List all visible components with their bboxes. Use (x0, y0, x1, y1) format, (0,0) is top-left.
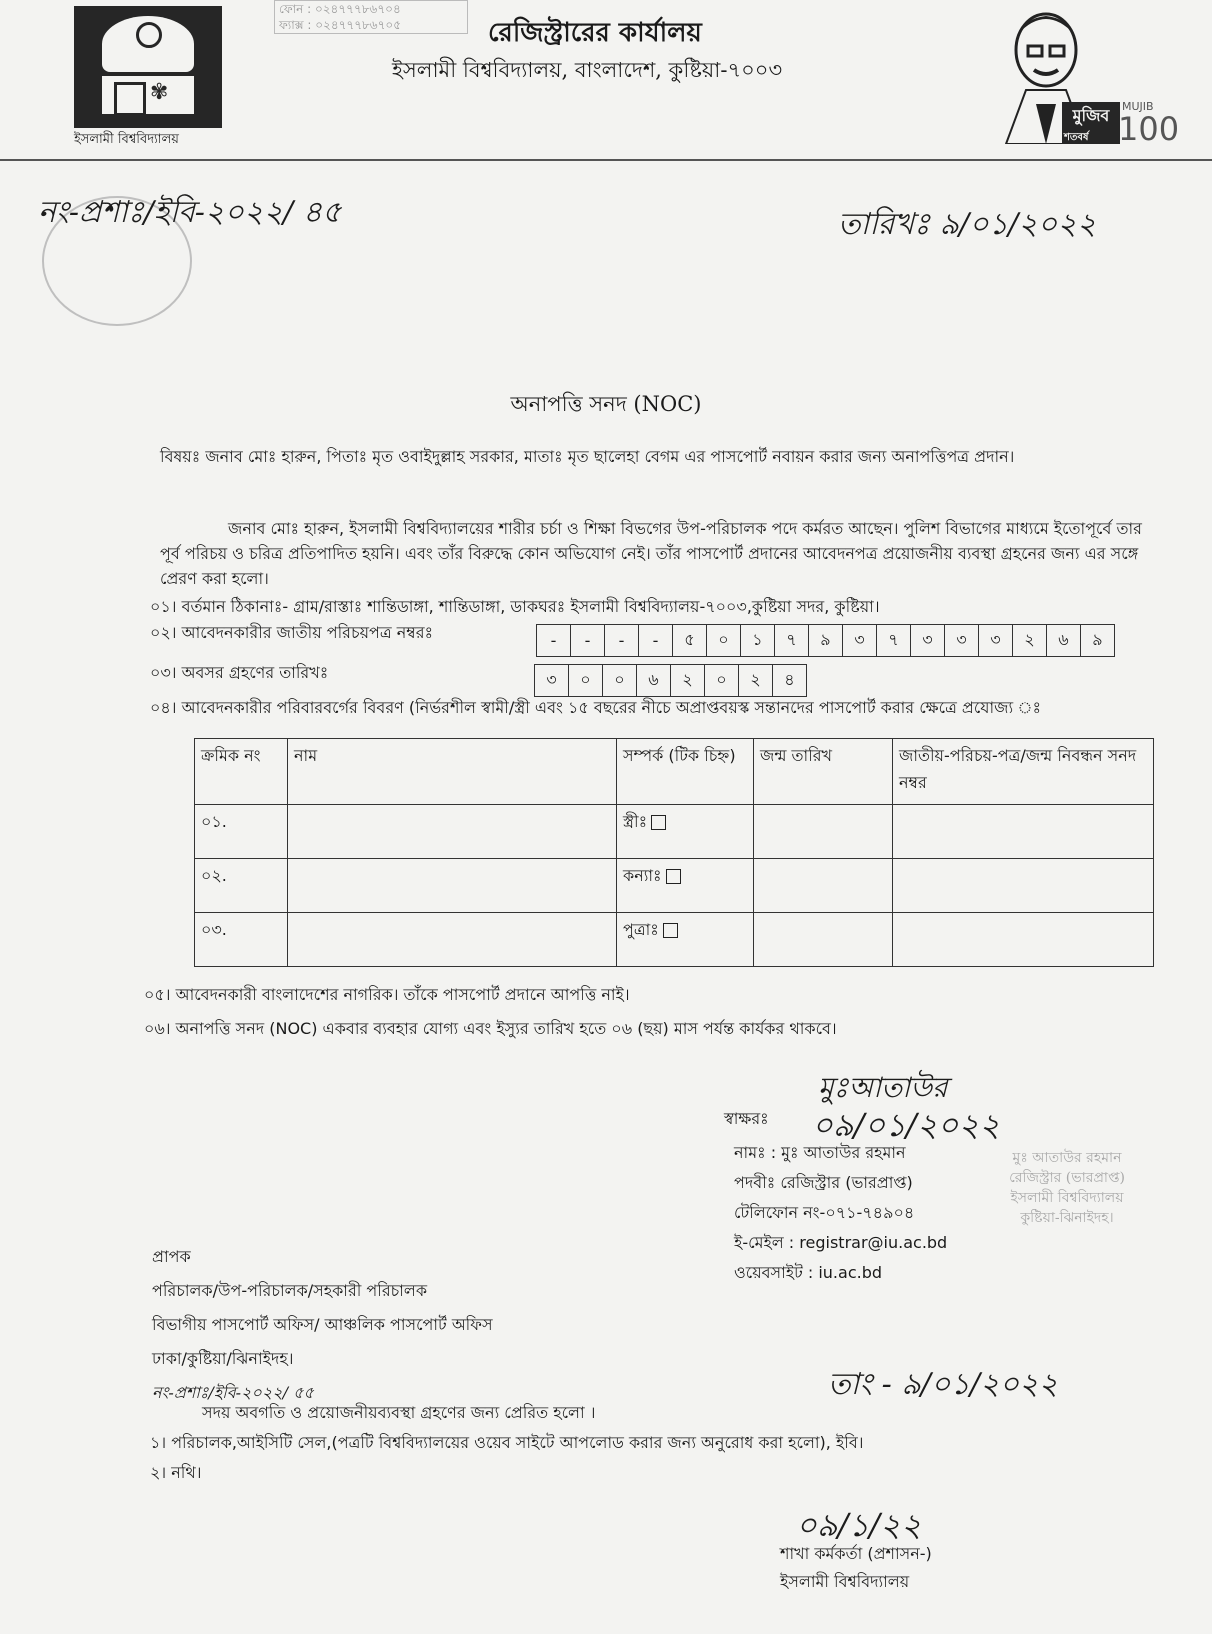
table-header (195, 739, 1154, 805)
col-relation: সম্পর্ক (টিক চিহ্ন) (617, 739, 754, 805)
subject-text: জনাব মোঃ হারুন, পিতাঃ মৃত ওবাইদুল্লাহ সরকার, মাতাঃ মৃত ছালেহা বেগম এর পাসপোর্ট নবায়ন করার জন্য অনাপত্তিপত্র প্রদান। (205, 447, 1015, 466)
row-relation (617, 805, 754, 859)
digit-box: ৪ (772, 664, 807, 697)
relation-label: পুত্রাঃ (623, 920, 659, 939)
col-dob: জন্ম তারিখ (754, 739, 893, 805)
recipient-line: বিভাগীয় পাসপোর্ট অফিস/ আঞ্চলিক পাসপোর্ট অফিস (152, 1315, 493, 1334)
row-relation (617, 859, 754, 913)
retire-date-boxes (535, 664, 807, 697)
digit-box: ১ (740, 624, 775, 657)
digit-box: ০ (568, 664, 603, 697)
table-row (195, 805, 1154, 859)
university-logo (74, 6, 222, 128)
phone-number: ফোন : ০২৪৭৭৭৮৬৭০৪ (279, 2, 401, 16)
digit-box: ৬ (636, 664, 671, 697)
office-title: রেজিস্ট্রারের কার্যালয় (488, 18, 702, 48)
page-title: অনাপত্তি সনদ (NOC) (510, 392, 702, 416)
row-serial: ০২. (195, 859, 288, 913)
row-id[interactable] (893, 805, 1154, 859)
row-serial: ০১. (195, 805, 288, 859)
mujib-badge-sub: শতবর্ষ (1064, 132, 1089, 143)
copy-intro: সদয় অবগতি ও প্রয়োজনীয়ব্যবস্থা গ্রহণের জন্য প্রেরিত হলো । (202, 1403, 596, 1422)
digit-box: - (570, 624, 605, 657)
header-divider (0, 159, 1212, 161)
row-dob[interactable] (754, 859, 893, 913)
item-validity: ০৬। অনাপত্তি সনদ (NOC) একবার ব্যবহার যোগ্য এবং ইস্যুর তারিখ হতে ০৬ (ছয়) মাস পর্যন্ত কার্যকর থাকবে। (144, 1019, 837, 1038)
mujib-badge-text: মুজিব (1072, 106, 1110, 125)
item-family: ০৪। আবেদনকারীর পরিবারবর্গের বিবরণ (নির্ভরশীল স্বামী/স্ত্রী এবং ১৫ বছরের নীচে অপ্রাপ্তবয়স্ক সন্তানদের পাসপোর্ট করার ক্ষেত্রে প্রযোজ্য ঃ (150, 698, 1042, 717)
item-address: ০১। বর্তমান ঠিকানাঃ- গ্রাম/রাস্তাঃ শান্তিডাঙ্গা, শান্তিডাঙ্গা, ডাকঘরঃ ইসলামী বিশ্ববিদ্যালয়-৭০০৩,কুষ্টিয়া সদর, কুষ্টিয়া। (150, 597, 880, 616)
signatory-phone: টেলিফোন নং-০৭১-৭৪৯০৪ (734, 1203, 915, 1222)
signatory-email-row (734, 1228, 947, 1258)
recipient-line: পরিচালক/উপ-পরিচালক/সহকারী পরিচালক (152, 1281, 428, 1300)
digit-box: - (638, 624, 673, 657)
mujib-badge (1062, 102, 1120, 144)
emblem-icon: ✾ (150, 80, 169, 105)
digit-box: - (604, 624, 639, 657)
subject (160, 444, 1160, 469)
mujib-word: MUJIB (1122, 100, 1154, 113)
row-name[interactable] (288, 859, 617, 913)
row-serial: ০৩. (195, 913, 288, 967)
signature-date: ০৯/০১/২০২২ (812, 1106, 1000, 1144)
office-address: ইসলামী বিশ্ববিদ্যালয়, বাংলাদেশ, কুষ্টিয়া-৭০০৩ (392, 58, 783, 82)
subject-label: বিষয়ঃ (160, 447, 201, 466)
digit-box: ৩ (978, 624, 1013, 657)
row-id[interactable] (893, 859, 1154, 913)
recipient-line: ঢাকা/কুষ্টিয়া/ঝিনাইদহ। (152, 1349, 294, 1368)
digit-box: ৩ (944, 624, 979, 657)
digit-box: ২ (670, 664, 705, 697)
digit-box: - (536, 624, 571, 657)
signatory-name: নামঃ : মুঃ আতাউর রহমান (734, 1143, 906, 1162)
signatory-block (734, 1138, 947, 1288)
officer-block (780, 1540, 932, 1596)
checkbox[interactable] (666, 869, 681, 884)
col-name: নাম (288, 739, 617, 805)
signatory-designation: পদবীঃ রেজিস্ট্রার (ভারপ্রাপ্ত) (734, 1173, 913, 1192)
memo-date: তারিখঃ ৯/০১/২০২২ (838, 207, 1097, 242)
digit-box: ৩ (842, 624, 877, 657)
recipient-heading: প্রাপক (152, 1247, 191, 1266)
item-citizenship: ০৫। আবেদনকারী বাংলাদেশের নাগরিক। তাঁকে পাসপোর্ট প্রদানে আপত্তি নাই। (144, 985, 630, 1004)
digit-box: ০ (602, 664, 637, 697)
digit-box: ৩ (910, 624, 945, 657)
signature-scrawl: মুঃআতাউর (818, 1071, 948, 1104)
checkbox[interactable] (663, 923, 678, 938)
relation-label: স্ত্রীঃ (623, 812, 648, 831)
digit-box: ৩ (534, 664, 569, 697)
family-table (194, 738, 1154, 967)
checkbox[interactable] (651, 815, 666, 830)
row-name[interactable] (288, 913, 617, 967)
stamp-line: কুষ্টিয়া-ঝিনাইদহ। (1020, 1210, 1114, 1226)
officer-institution: ইসলামী বিশ্ববিদ্যালয় (780, 1572, 910, 1591)
copy-section (150, 1398, 863, 1488)
item-retire-label: ০৩। অবসর গ্রহণের তারিখঃ (150, 663, 329, 682)
col-id: জাতীয়-পরিচয়-পত্র/জন্ম নিবন্ধন সনদ নম্বর (893, 739, 1154, 805)
logo-caption: ইসলামী বিশ্ববিদ্যালয় (74, 132, 179, 147)
email-label: ই-মেইল : (734, 1233, 795, 1252)
stamp-line: রেজিস্ট্রার (ভারপ্রাপ্ত) (1009, 1170, 1125, 1186)
digit-box: ৭ (876, 624, 911, 657)
digit-box: ২ (738, 664, 773, 697)
officer-signature-date: ০৯/১/২২ (796, 1506, 922, 1544)
digit-box: ৭ (774, 624, 809, 657)
digit-box: ৫ (672, 624, 707, 657)
body-paragraph: জনাব মোঃ হারুন, ইসলামী বিশ্ববিদ্যালয়ের শারীর চর্চা ও শিক্ষা বিভগের উপ-পরিচালক পদে কর্মরত আছেন। পুলিশ বিভাগের মাধ্যমে ইতোপূর্বে তার পূর্ব পরিচয় ও চরিত্র প্রতিপাদিত হয়নি। এবং তাঁর বিরুদ্ধে কোন অভিযোগ নেই। তাঁর পাসপোর্ট প্রদানের আবেদনপত্র প্রয়োজনীয় ব্যবস্থা গ্রহনের জন্য এর সঙ্গে প্রেরণ করা হলো। (160, 519, 1142, 588)
item-nid-label: ০২। আবেদনকারীর জাতীয় পরিচয়পত্র নম্বরঃ (150, 623, 434, 642)
signatory-website: ওয়েবসাইট : iu.ac.bd (734, 1263, 883, 1282)
stamp-line: মুঃ আতাউর রহমান (1012, 1150, 1122, 1166)
digit-box: ০ (704, 664, 739, 697)
digit-box: ৯ (808, 624, 843, 657)
col-serial: ক্রমিক নং (195, 739, 288, 805)
row-dob[interactable] (754, 913, 893, 967)
row-id[interactable] (893, 913, 1154, 967)
copy-item: ১। পরিচালক,আইসিটি সেল,(পত্রটি বিশ্ববিদ্যালয়ের ওয়েব সাইটে আপলোড করার জন্য অনুরোধ করা হলো), ইবি। (150, 1433, 864, 1452)
contact-box (274, 0, 468, 34)
sign-label: স্বাক্ষরঃ (724, 1109, 769, 1128)
copy-memo-date: তাং - ৯/০১/২০২২ (828, 1367, 1059, 1402)
digit-box: ৬ (1046, 624, 1081, 657)
email-link[interactable]: registrar@iu.ac.bd (799, 1233, 948, 1252)
stamp-line: ইসলামী বিশ্ববিদ্যালয় (1010, 1190, 1124, 1206)
fax-number: ফ্যাক্স : ০২৪৭৭৭৮৬৭০৫ (279, 18, 401, 32)
digit-box: ২ (1012, 624, 1047, 657)
relation-label: কন্যাঃ (623, 866, 662, 885)
recipient-block (152, 1240, 493, 1410)
officer-title: শাখা কর্মকর্তা (প্রশাসন-) (780, 1544, 932, 1563)
copy-item: ২। নথি। (150, 1463, 202, 1482)
memo-number: নং-প্রশাঃ/ইবি-২০২২/ ৪৫ (38, 195, 342, 230)
nid-boxes (537, 624, 1115, 657)
digit-box: ৯ (1080, 624, 1115, 657)
row-dob[interactable] (754, 805, 893, 859)
mujib-number: 100 (1118, 110, 1180, 148)
table-row (195, 913, 1154, 967)
row-relation (617, 913, 754, 967)
recipient-memo: নং-প্রশাঃ/ইবি-২০২২/ ৫৫ (152, 1383, 314, 1402)
table-row (195, 859, 1154, 913)
official-stamp (962, 1148, 1172, 1228)
digit-box: ০ (706, 624, 741, 657)
row-name[interactable] (288, 805, 617, 859)
